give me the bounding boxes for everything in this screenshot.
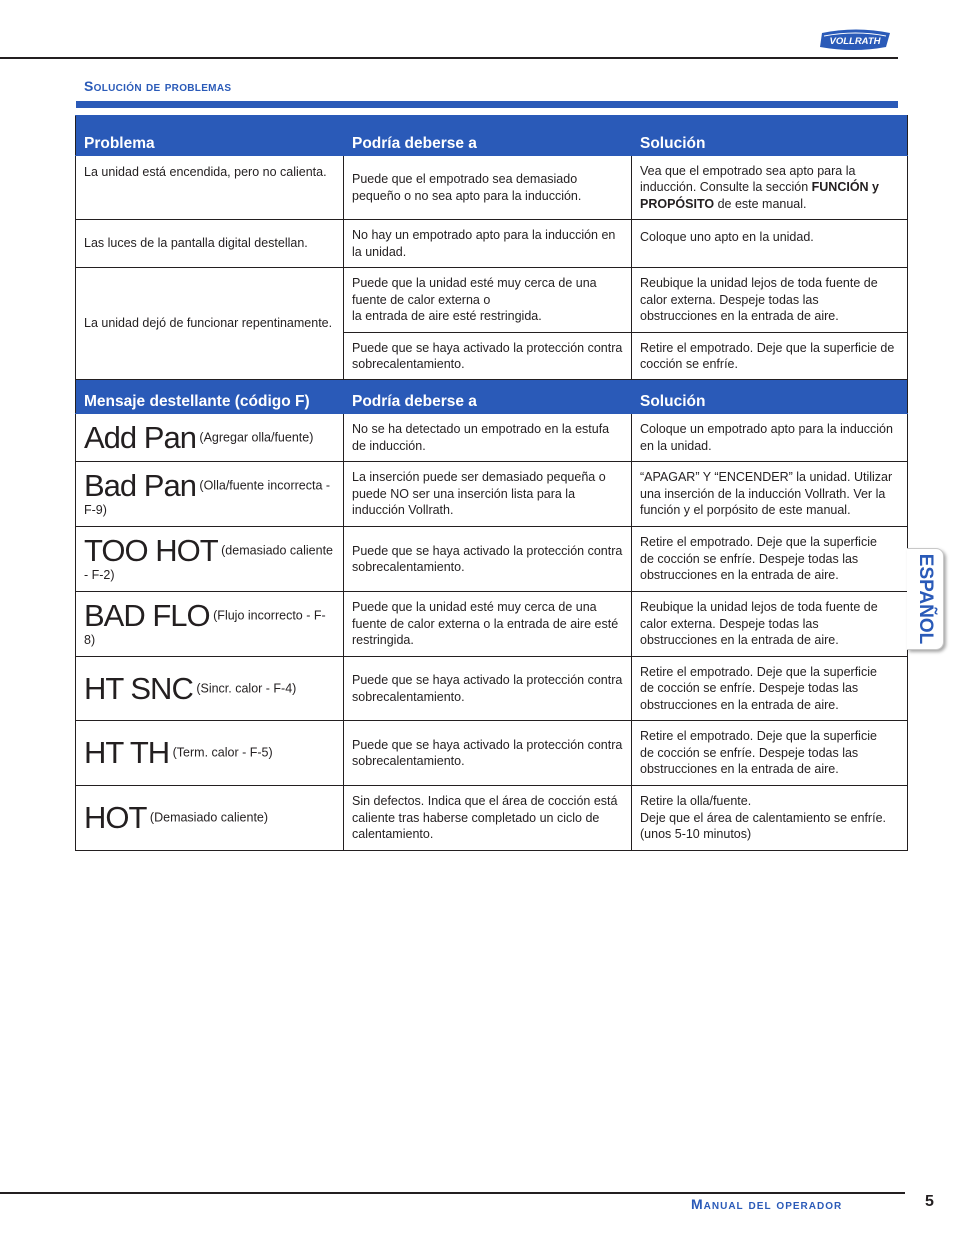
error-desc: (Sincr. calor - F-4) <box>196 680 297 695</box>
error-desc: (demasiado caliente - F-2) <box>84 543 334 582</box>
error-code: Bad Pan <box>84 467 196 503</box>
cause-cell: Puede que se haya activado la protección contra sobrecalentamiento. <box>344 527 632 592</box>
table-row <box>76 592 908 657</box>
table-header <box>76 116 908 156</box>
solution-cell: Reubique la unidad lejos de toda fuente de calor externa. Despeje todas las obstrucciones en la entrada de aire. <box>632 592 908 657</box>
error-code: HOT <box>84 800 147 835</box>
header-solution: Solución <box>632 380 908 414</box>
solution-line: de cocción se enfríe. Despeje todas las obstrucciones en la entrada de aire. <box>640 681 859 712</box>
cause-line: la entrada de aire esté restringida. <box>352 309 542 324</box>
solution-line: Retire el empotrado. Deje que la superficie <box>640 535 877 550</box>
solution-cell: “APAGAR” Y “ENCENDER” la unidad. Utilizar una inserción de la inducción Vollrath. Ver la función y el porpósito de este manual. <box>632 462 908 527</box>
solution-bold: FUNCIÓN y PROPÓSITO <box>640 180 879 211</box>
solution-cell: Coloque uno apto en la unidad. <box>632 220 908 268</box>
cause-cell: Sin defectos. Indica que el área de cocción está caliente tras haberse completado un ciclo de calentamiento. <box>344 786 632 851</box>
code-cell <box>76 527 344 592</box>
code-cell <box>76 592 344 657</box>
code-cell <box>76 462 344 527</box>
error-desc: (Term. calor - F-5) <box>172 745 273 760</box>
solution-line: de cocción se enfríe. Despeje todas las obstrucciones en la entrada de aire. <box>640 551 859 583</box>
section-rule <box>76 101 898 108</box>
table-row <box>76 156 908 220</box>
header-rule <box>0 57 898 59</box>
cause-cell: Puede que se haya activado la protección contra sobrecalentamiento. <box>344 333 632 380</box>
error-desc: (Demasiado caliente) <box>149 810 269 825</box>
cause-cell: Puede que el empotrado sea demasiado pequeño o no sea apto para la inducción. <box>344 156 632 220</box>
table-row <box>76 657 908 721</box>
solution-line: Retire la olla/fuente. <box>640 794 752 809</box>
solution-cell <box>632 657 908 721</box>
footer-title: Manual del operador <box>691 1196 843 1212</box>
brand-text: VOLLRATH <box>829 36 881 47</box>
cause-cell: Puede que se haya activado la protección contra sobrecalentamiento. <box>344 657 632 721</box>
cause-cell: No hay un empotrado apto para la inducción en la unidad. <box>344 220 632 268</box>
solution-line: Retire el empotrado. Deje que la superficie <box>640 729 877 744</box>
error-code: BAD FLO <box>84 597 210 633</box>
table-row <box>76 721 908 786</box>
table-row <box>76 414 908 462</box>
solution-cell <box>632 156 908 220</box>
solution-cell: Coloque un empotrado apto para la inducción en la unidad. <box>632 414 908 462</box>
problem-cell: La unidad está encendida, pero no calienta. <box>76 156 344 220</box>
table-row <box>76 462 908 527</box>
solution-cell: Retire el empotrado. Deje que la superficie de cocción se enfríe. <box>632 333 908 380</box>
error-code: Add Pan <box>84 419 196 455</box>
solution-cell <box>632 721 908 786</box>
header-cause: Podría deberse a <box>344 116 632 156</box>
solution-line: de cocción se enfríe. Despeje todas las obstrucciones en la entrada de aire. <box>640 745 859 777</box>
vollrath-logo <box>818 25 892 55</box>
table-header <box>76 380 908 414</box>
code-cell <box>76 414 344 462</box>
cause-cell <box>344 268 632 333</box>
error-desc: (Olla/fuente incorrecta - F-9) <box>84 478 331 517</box>
table-row <box>76 268 908 333</box>
code-cell <box>76 657 344 721</box>
solution-cell: Reubique la unidad lejos de toda fuente de calor externa. Despeje todas las obstrucciones en la entrada de aire. <box>632 268 908 333</box>
cause-line: Puede que la unidad esté muy cerca de una fuente de calor externa o <box>352 276 597 307</box>
section-title: Solución de problemas <box>84 78 232 94</box>
solution-line: Deje que el área de calentamiento se enfríe. <box>640 810 886 825</box>
solution-cell <box>632 527 908 592</box>
cause-cell: Puede que se haya activado la protección contra sobrecalentamiento. <box>344 721 632 786</box>
solution-text: Vea que el empotrado sea apto para la inducción. Consulte la sección <box>640 163 856 195</box>
code-cell <box>76 721 344 786</box>
table-row <box>76 220 908 268</box>
language-tab-label: ESPAÑOL <box>915 553 936 645</box>
error-code: HT TH <box>84 735 170 770</box>
solution-text: de este manual. <box>714 196 807 211</box>
code-cell <box>76 786 344 851</box>
header-cause: Podría deberse a <box>344 380 632 414</box>
cause-cell: La inserción puede ser demasiado pequeña o puede NO ser una inserción lista para la inducción Vollrath. <box>344 462 632 527</box>
footer-rule <box>0 1192 905 1194</box>
header-flash-message: Mensaje destellante (código F) <box>76 380 344 414</box>
page-number: 5 <box>925 1193 934 1210</box>
header-solution: Solución <box>632 116 908 156</box>
table-row <box>76 786 908 851</box>
error-code: HT SNC <box>84 670 193 706</box>
solution-line: Retire el empotrado. Deje que la superficie <box>640 664 877 679</box>
table-row <box>76 527 908 592</box>
problem-cell: Las luces de la pantalla digital destellan. <box>76 220 344 268</box>
cause-cell: Puede que la unidad esté muy cerca de una fuente de calor externa o la entrada de aire esté restringida. <box>344 592 632 657</box>
problem-cell: La unidad dejó de funcionar repentinamente. <box>76 268 344 380</box>
error-code: TOO HOT <box>84 532 218 568</box>
troubleshooting-table <box>75 115 908 851</box>
error-desc: (Flujo incorrecto - F-8) <box>84 608 326 647</box>
language-tab[interactable] <box>907 548 944 650</box>
error-desc: (Agregar olla/fuente) <box>199 429 314 444</box>
solution-cell <box>632 786 908 851</box>
header-problem: Problema <box>76 116 344 156</box>
cause-cell: No se ha detectado un empotrado en la estufa de inducción. <box>344 414 632 462</box>
solution-line: (unos 5-10 minutos) <box>640 827 752 842</box>
